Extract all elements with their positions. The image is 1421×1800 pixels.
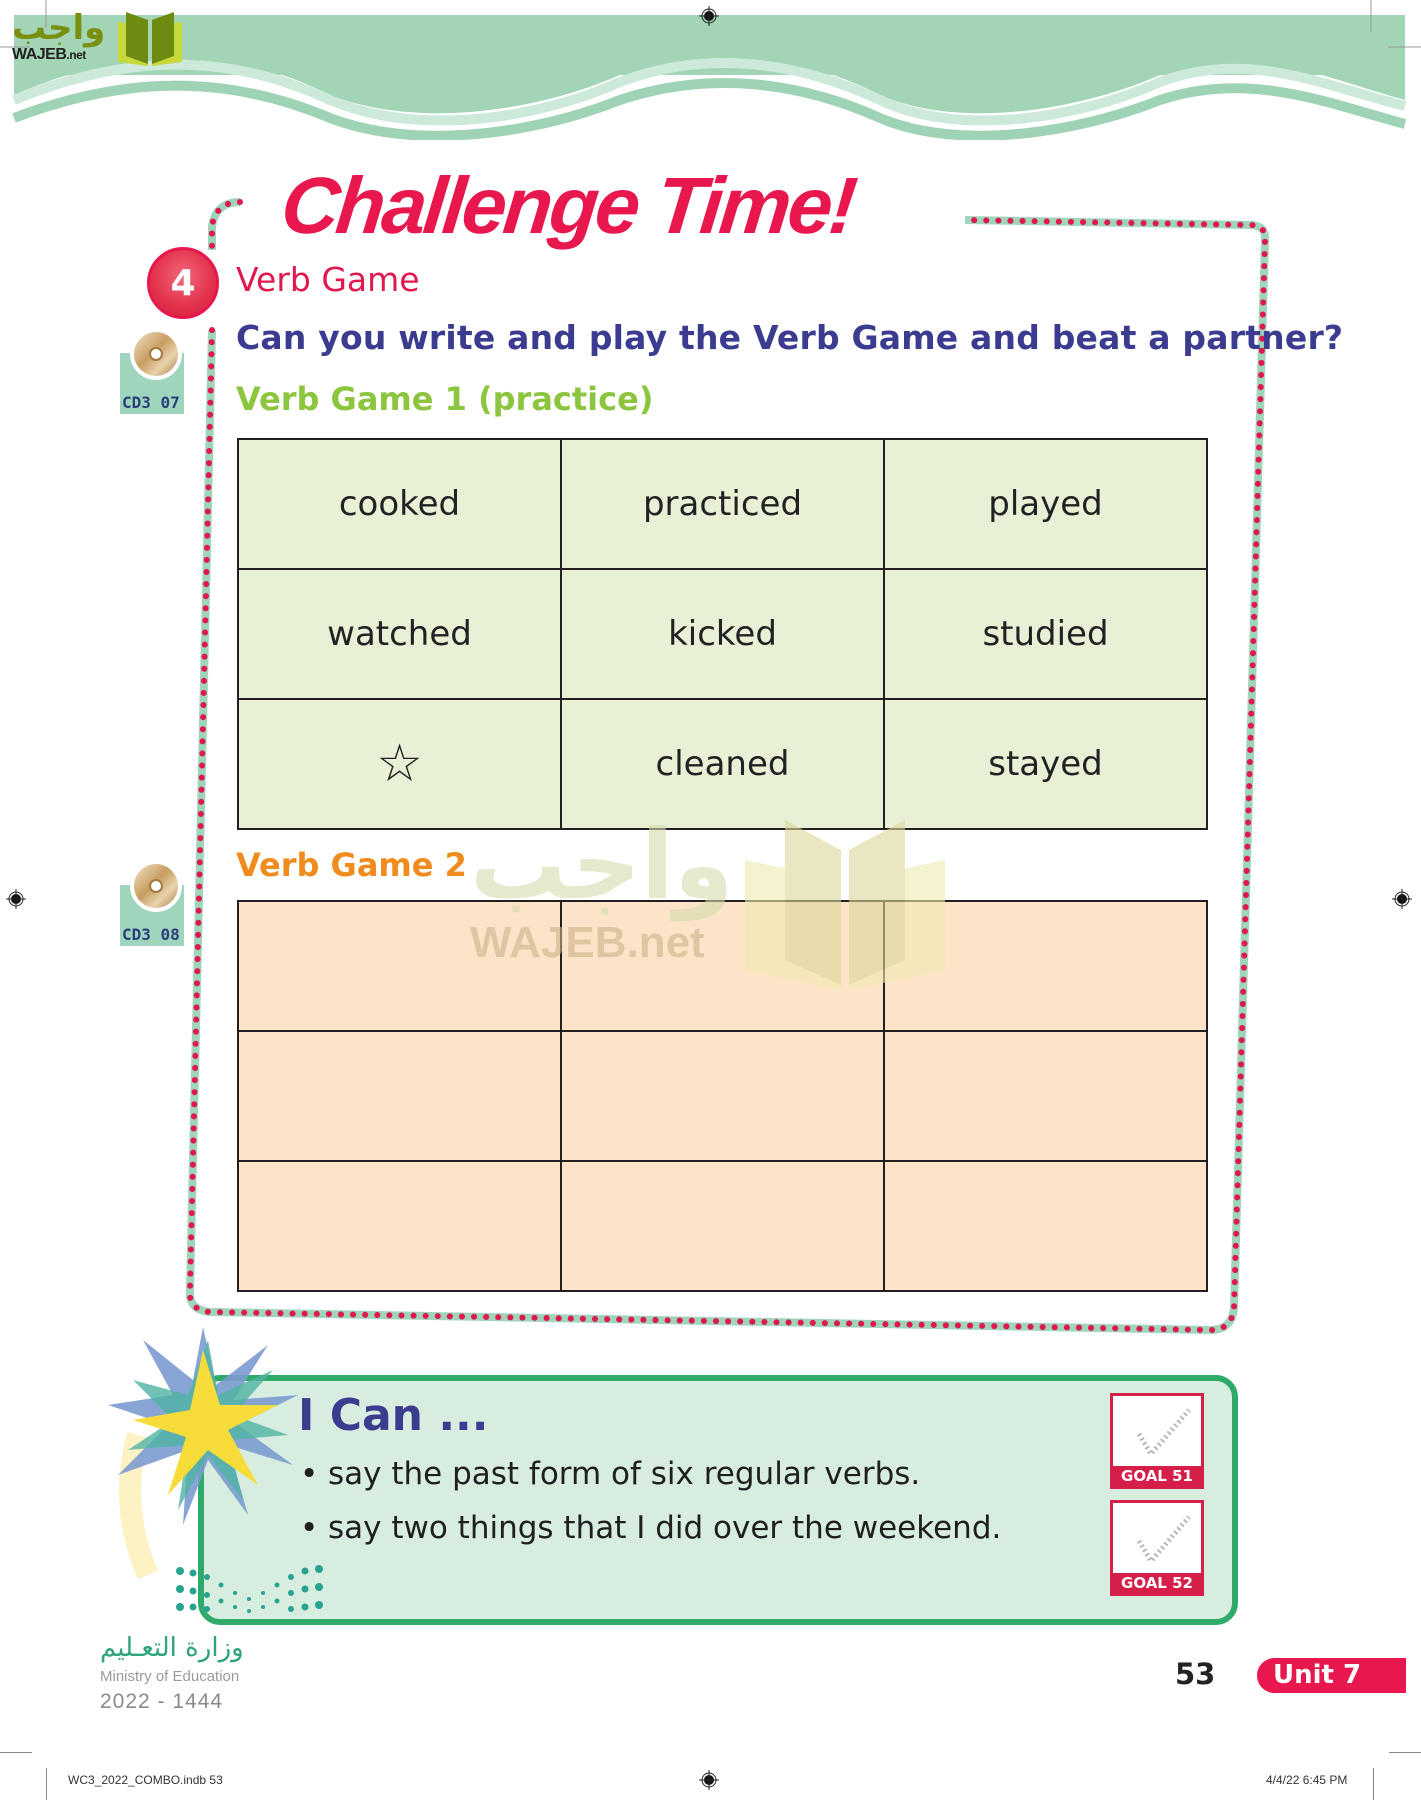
logo-arabic: واجب [12, 8, 106, 48]
table-cell-blank[interactable] [238, 901, 561, 1031]
activity-number-badge: 4 [147, 247, 219, 319]
cd-icon [130, 328, 182, 380]
print-slug-date: 4/4/22 6:45 PM [1266, 1773, 1348, 1787]
table-row [238, 439, 1207, 569]
logo-latin: WAJEB.net [12, 46, 86, 63]
table-cell: watched [238, 569, 561, 699]
table-cell: cleaned [561, 699, 884, 829]
table-cell-blank[interactable] [561, 1031, 884, 1161]
table-row [238, 699, 1207, 829]
verb-game-1-table [237, 438, 1208, 830]
starburst-icon [108, 1325, 298, 1605]
table-cell-blank[interactable] [561, 1161, 884, 1291]
i-can-title: I Can ... [298, 1390, 489, 1441]
page-title: Challenge Time! [267, 158, 869, 254]
bullet: • [300, 1510, 319, 1546]
unit-tab: Unit 7 [1257, 1658, 1406, 1693]
academic-year: 2022 - 1444 [100, 1690, 224, 1713]
book-icon [110, 8, 190, 68]
registration-mark-icon [699, 6, 719, 26]
table-cell-blank[interactable] [238, 1031, 561, 1161]
goal-checkbox-51[interactable] [1110, 1393, 1204, 1489]
goal-label: GOAL 51 [1113, 1466, 1201, 1486]
table-cell-blank[interactable] [884, 901, 1207, 1031]
cd-audio-track-button[interactable] [120, 328, 184, 414]
bullet: • [300, 1456, 319, 1492]
table-cell: kicked [561, 569, 884, 699]
table-row [238, 1031, 1207, 1161]
registration-mark-icon [1392, 889, 1412, 909]
star-icon: ☆ [376, 734, 423, 794]
wajeb-logo[interactable] [10, 8, 190, 68]
cd-label: CD3 08 [122, 925, 180, 944]
goal-checkbox-52[interactable] [1110, 1500, 1204, 1596]
crop-mark [1373, 1768, 1374, 1800]
table-cell-blank[interactable] [884, 1031, 1207, 1161]
crop-mark [1389, 1752, 1421, 1753]
table-cell: played [884, 439, 1207, 569]
table-row [238, 569, 1207, 699]
page-number: 53 [1175, 1657, 1216, 1691]
registration-mark-icon [699, 1770, 719, 1790]
activity-title: Verb Game [236, 260, 420, 299]
verb-game-1-title: Verb Game 1 (practice) [236, 380, 654, 418]
table-cell: cooked [238, 439, 561, 569]
decorative-dots-icon [175, 1565, 335, 1615]
ministry-name-english: Ministry of Education [100, 1668, 240, 1685]
table-row [238, 901, 1207, 1031]
registration-mark-icon [6, 889, 26, 909]
cd-label: CD3 07 [122, 393, 180, 412]
wajeb-watermark: واجب WAJEB.net [460, 810, 980, 1000]
i-can-item: • say the past form of six regular verbs. [300, 1456, 921, 1492]
cd-audio-track-button[interactable] [120, 860, 184, 946]
table-cell [238, 699, 561, 829]
table-cell: stayed [884, 699, 1207, 829]
table-cell-blank[interactable] [884, 1161, 1207, 1291]
checkmark-icon [1133, 1511, 1193, 1567]
goal-label: GOAL 52 [1113, 1573, 1201, 1593]
table-cell: practiced [561, 439, 884, 569]
table-row [238, 1161, 1207, 1291]
activity-question: Can you write and play the Verb Game and beat a partner? [236, 318, 1344, 357]
table-cell: studied [884, 569, 1207, 699]
cd-icon [130, 860, 182, 912]
crop-mark [46, 1768, 47, 1800]
print-slug-filename: WC3_2022_COMBO.indb 53 [68, 1773, 223, 1787]
table-cell-blank[interactable] [561, 901, 884, 1031]
table-cell-blank[interactable] [238, 1161, 561, 1291]
checkmark-icon [1133, 1404, 1193, 1460]
i-can-item: • say two things that I did over the weekend. [300, 1510, 1002, 1546]
crop-mark [0, 1752, 32, 1753]
verb-game-2-title: Verb Game 2 [236, 846, 467, 884]
verb-game-2-table [237, 900, 1208, 1292]
ministry-name-arabic: وزارة التعـليم [100, 1633, 244, 1663]
